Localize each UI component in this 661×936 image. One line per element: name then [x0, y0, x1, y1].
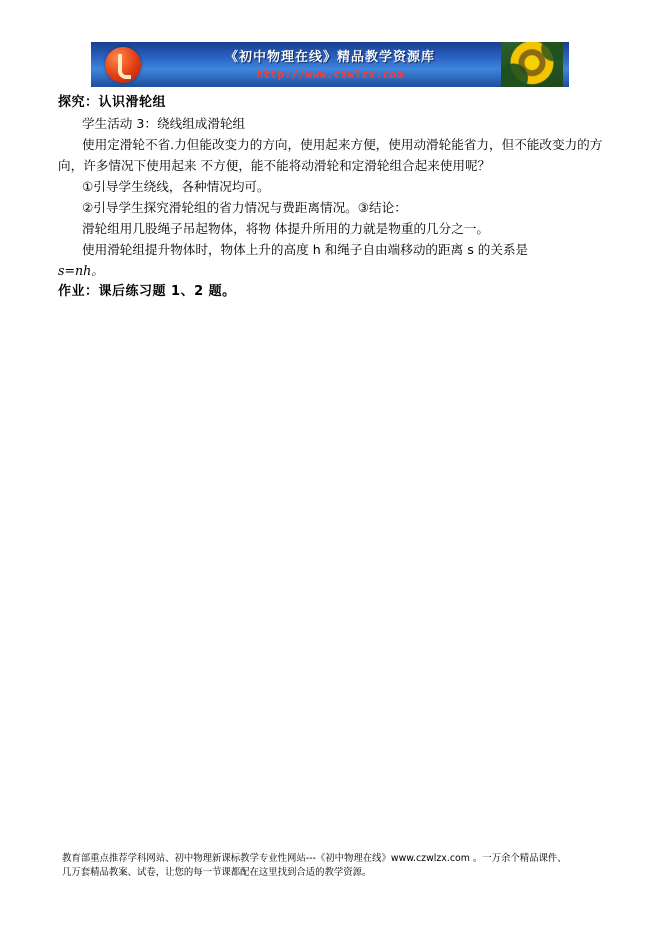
body-line-1: 学生活动 3：绕线组成滑轮组: [82, 116, 246, 131]
section-heading: 探究：认识滑轮组: [58, 95, 167, 110]
banner-url[interactable]: http://www.czwlzx.com: [256, 68, 404, 81]
document-body: [58, 92, 603, 302]
body-line-2: 使用定滑轮不省.力但能改变力的方向，使用起来方便，使用动滑轮能省力，但不能改变力的方向，许多情况下使用起来 不方便，能不能将动滑轮和定滑轮组合起来使用呢？: [58, 137, 603, 173]
body-line-4: ②引导学生探究滑轮组的省力情况与费距离情况。③结论：: [82, 200, 407, 215]
site-banner: [91, 42, 569, 87]
footer-line-2: 几万套精品教案、试卷，让您的每一节课都配在这里找到合适的教学资源。: [62, 867, 372, 878]
page-footer: [62, 852, 602, 880]
footer-line-1: 教育部重点推荐学科网站、初中物理新课标教学专业性网站---《初中物理在线》www.czwlzx.com 。一万余个精品课件、: [62, 853, 567, 864]
banner-title: 《初中物理在线》精品教学资源库: [224, 50, 435, 65]
body-line-6: 使用滑轮组提升物体时，物体上升的高度 h 和绳子自由端移动的距离 s 的关系是: [82, 242, 529, 257]
formula-line: s=nh。: [58, 263, 104, 278]
sunflower-photo-icon: [501, 42, 563, 87]
body-line-3: ①引导学生绕线，各种情况均可。: [82, 179, 270, 194]
homework-line: 作业：课后练习题 1、2 题。: [58, 284, 236, 299]
banner-text-block: [91, 46, 569, 81]
body-line-5: 滑轮组用几股绳子吊起物体，将物 体提升所用的力就是物重的几分之一。: [82, 221, 490, 236]
